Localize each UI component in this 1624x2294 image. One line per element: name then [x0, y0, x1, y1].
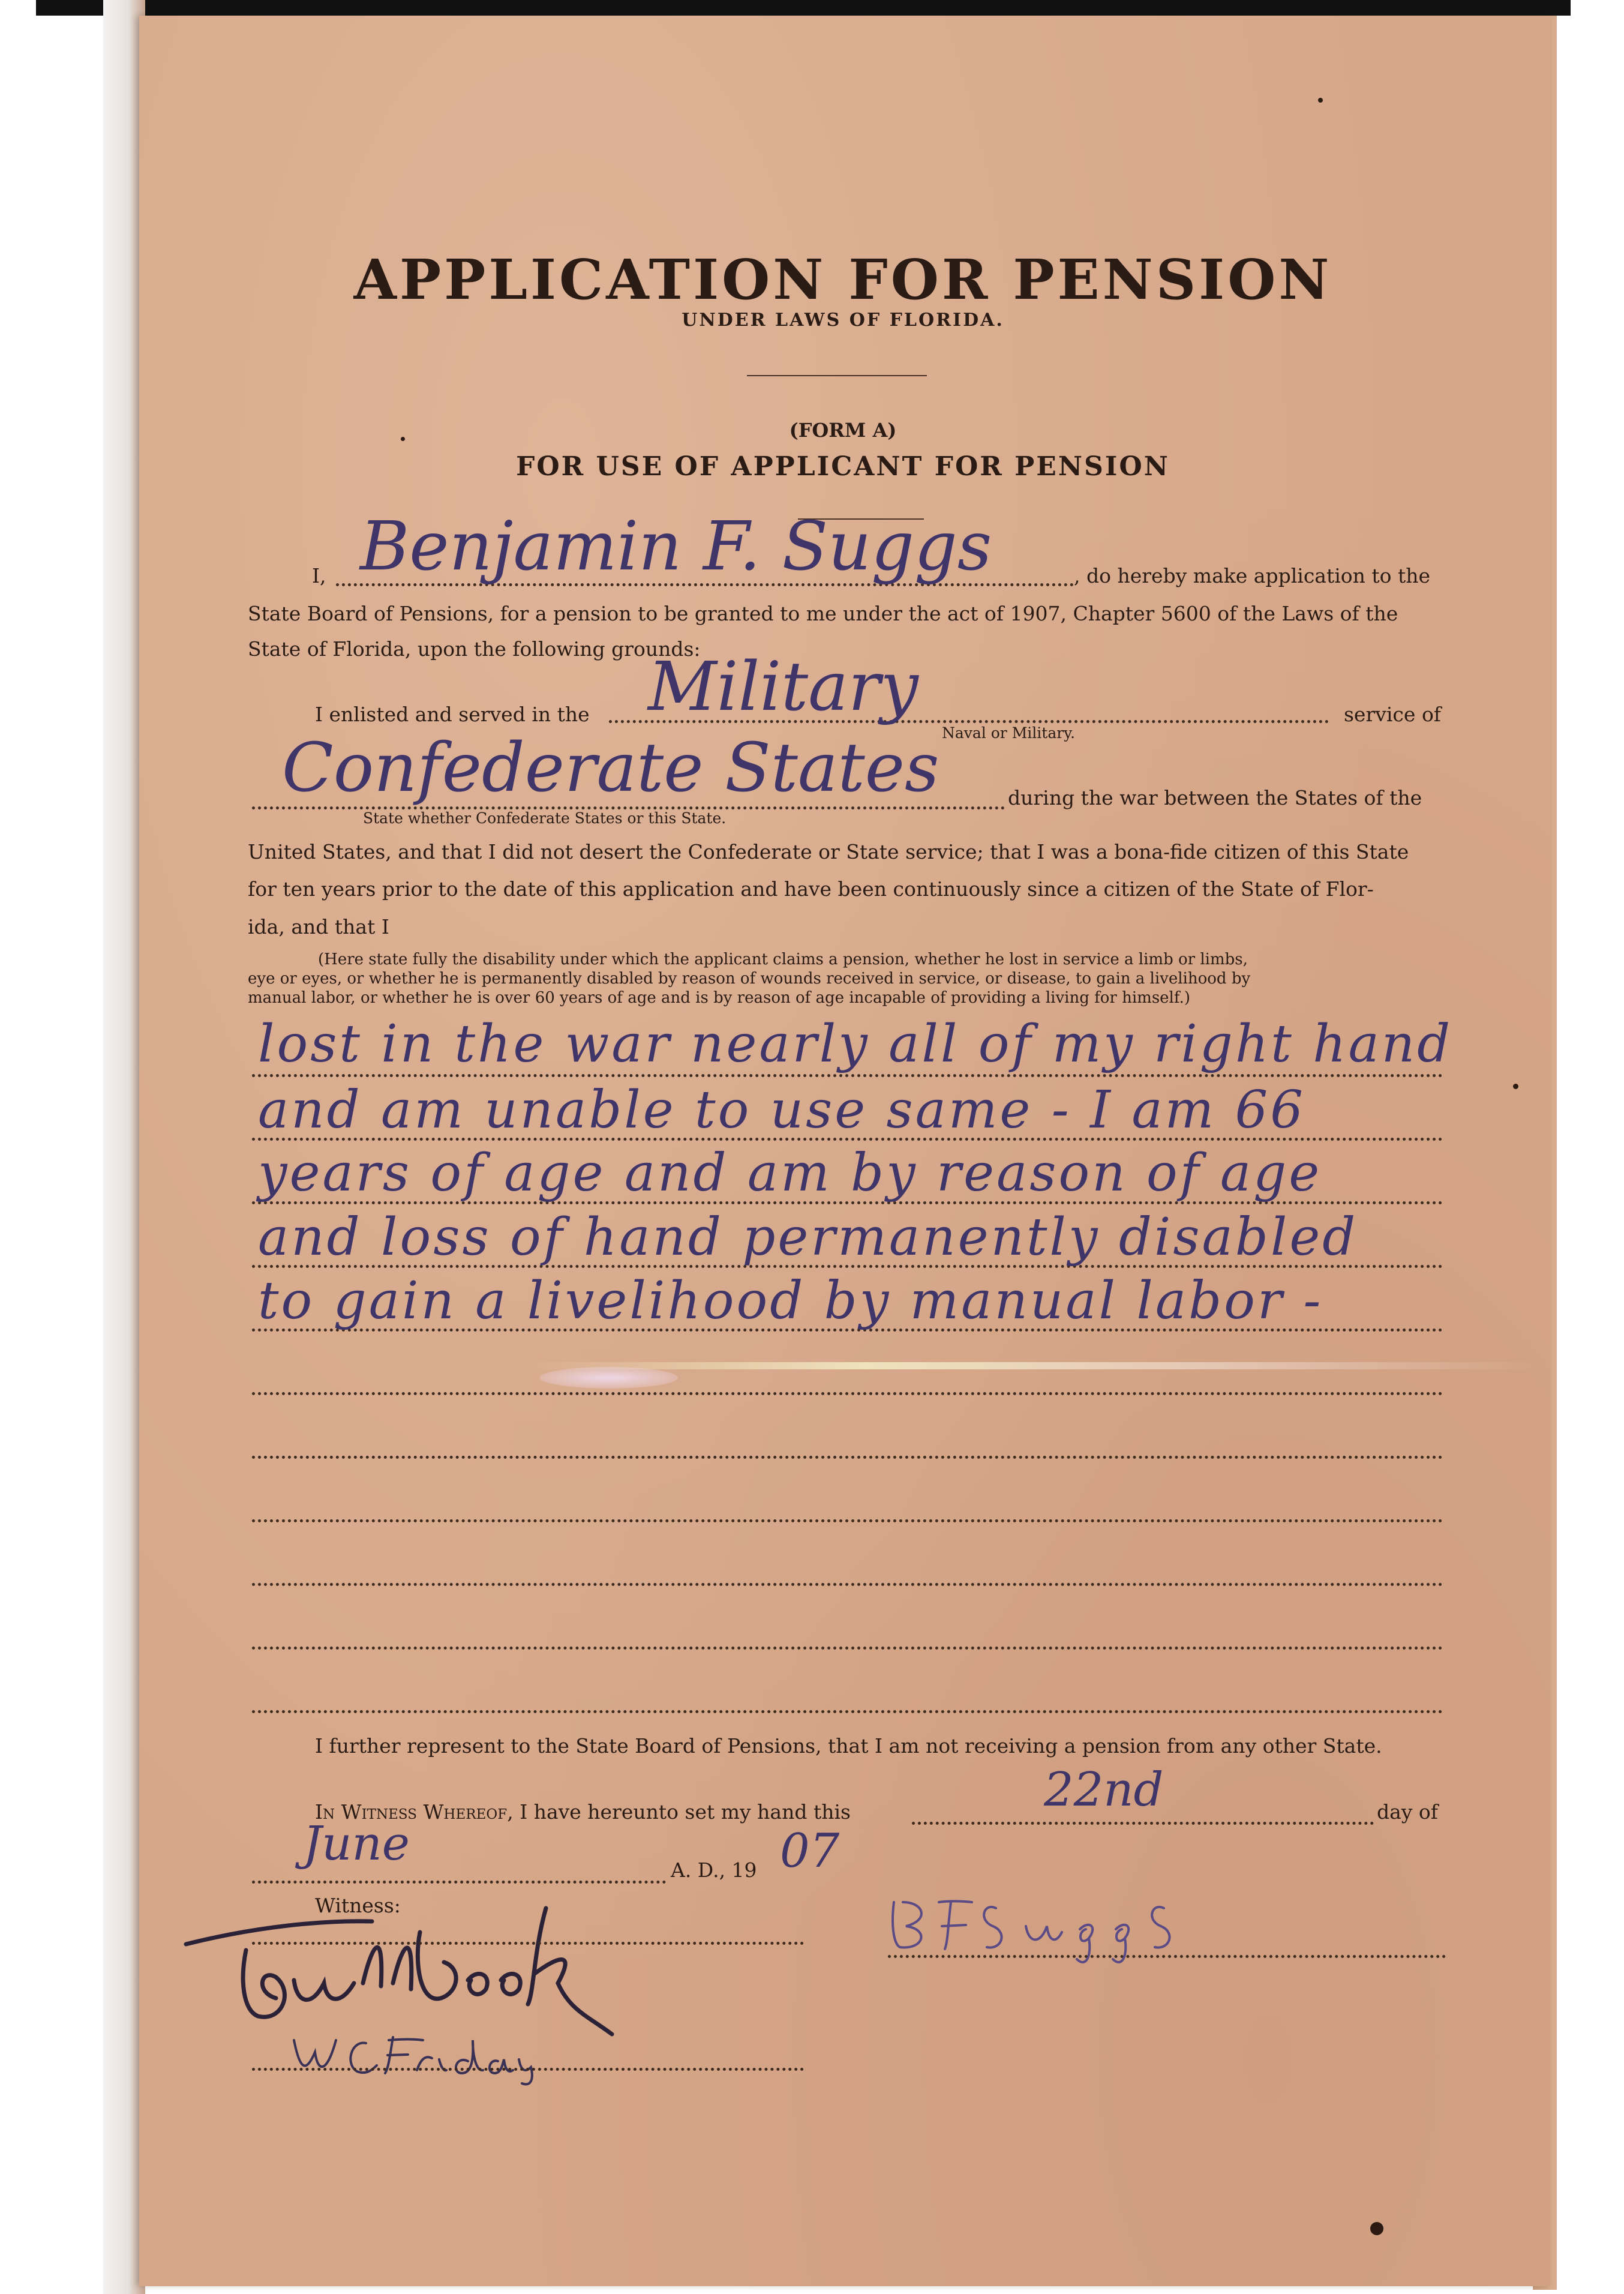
service-state-suffix: during the war between the States of the [1008, 786, 1422, 809]
header-rule [747, 375, 927, 376]
instruction-line-1: (Here state fully the disability under which the applicant claims a pension, whether he lost in service a limb or limbs, [318, 950, 1248, 968]
paper-speck [1370, 2222, 1383, 2235]
applicant-signature-line [888, 1955, 1446, 1958]
blank-line-10 [252, 1647, 1443, 1650]
scan-top-edge [0, 0, 1624, 16]
applicant-line-2: State Board of Pensions, for a pension to be granted to me under the act of 1907, Chapter 5600 of the Laws of the [248, 602, 1398, 625]
witness-clause-caps: In Witness Whereof, [315, 1800, 514, 1824]
paper-gloss-streak [528, 1362, 1536, 1369]
paper-speck [401, 437, 405, 441]
declaration-line-3: ida, and that I [248, 915, 389, 938]
disability-text-4: and loss of hand permanently disabled [258, 1207, 1358, 1267]
service-prefix: I enlisted and served in the [315, 703, 590, 726]
blank-line-11 [252, 1710, 1443, 1713]
witness-label: Witness: [315, 1894, 401, 1917]
service-state-hint: State whether Confederate States or this State. [363, 809, 727, 827]
blank-line-9 [252, 1583, 1443, 1586]
disability-line-1 [252, 1074, 1443, 1077]
ad-label: A. D., 19 [671, 1858, 757, 1882]
applicant-line-3: State of Florida, upon the following grounds: [248, 637, 701, 661]
day-of-label: day of [1377, 1800, 1439, 1824]
witness-line-1 [252, 1942, 804, 1945]
form-purpose: FOR USE OF APPLICANT FOR PENSION [516, 451, 1170, 482]
declaration-line-2: for ten years prior to the date of this application and have been continuously since a citizen of the State of Flor- [248, 877, 1374, 901]
further-representation: I further represent to the State Board of Pensions, that I am not receiving a pension from any other State. [315, 1734, 1382, 1758]
year-handwritten: 07 [780, 1824, 840, 1878]
day-line [912, 1822, 1374, 1825]
instruction-line-3: manual labor, or whether he is over 60 years of age and is by reason of age incapable of providing a living for himself.) [248, 989, 1190, 1007]
disability-text-1: lost in the war nearly all of my right hand [258, 1014, 1453, 1074]
disability-text-3: years of age and am by reason of age [258, 1143, 1322, 1203]
service-state-handwritten: Confederate States [282, 729, 939, 807]
applicant-prefix: I, [312, 564, 326, 587]
form-subtitle: UNDER LAWS OF FLORIDA. [682, 310, 1004, 331]
instruction-line-2: eye or eyes, or whether he is permanently disabled by reason of wounds received in service, or disease, to gain a livelihood by [248, 970, 1251, 988]
applicant-suffix: , do hereby make application to the [1074, 564, 1431, 587]
service-branch-hint: Naval or Military. [942, 724, 1075, 742]
paper-speck [1513, 1084, 1518, 1089]
declaration-line-1: United States, and that I did not desert the Confederate or State service; that I was a bona-fide citizen of this State [248, 840, 1409, 863]
witness-signature-w-c-friday [282, 2016, 546, 2088]
witness-clause-rest: I have hereunto set my hand this [520, 1800, 851, 1824]
paper-speck [1318, 98, 1323, 103]
form-title: APPLICATION FOR PENSION [353, 247, 1332, 312]
blank-line-7 [252, 1456, 1443, 1459]
disability-text-5: to gain a livelihood by manual labor - [258, 1271, 1323, 1331]
disability-text-2: and am unable to use same - I am 66 [258, 1080, 1305, 1140]
paper-gloss-spot [540, 1367, 678, 1389]
service-suffix: service of [1344, 703, 1442, 726]
witness-line-2 [252, 2068, 804, 2071]
scan-right-margin [1571, 0, 1624, 2294]
form-label: (FORM A) [789, 419, 897, 442]
service-branch-handwritten: Military [648, 648, 918, 726]
month-handwritten: June [303, 1817, 410, 1871]
scan-top-gap [0, 0, 36, 16]
day-handwritten: 22nd [1044, 1763, 1164, 1817]
applicant-name-handwritten: Benjamin F. Suggs [360, 508, 992, 586]
blank-line-8 [252, 1519, 1443, 1522]
blank-line-6 [252, 1392, 1443, 1395]
